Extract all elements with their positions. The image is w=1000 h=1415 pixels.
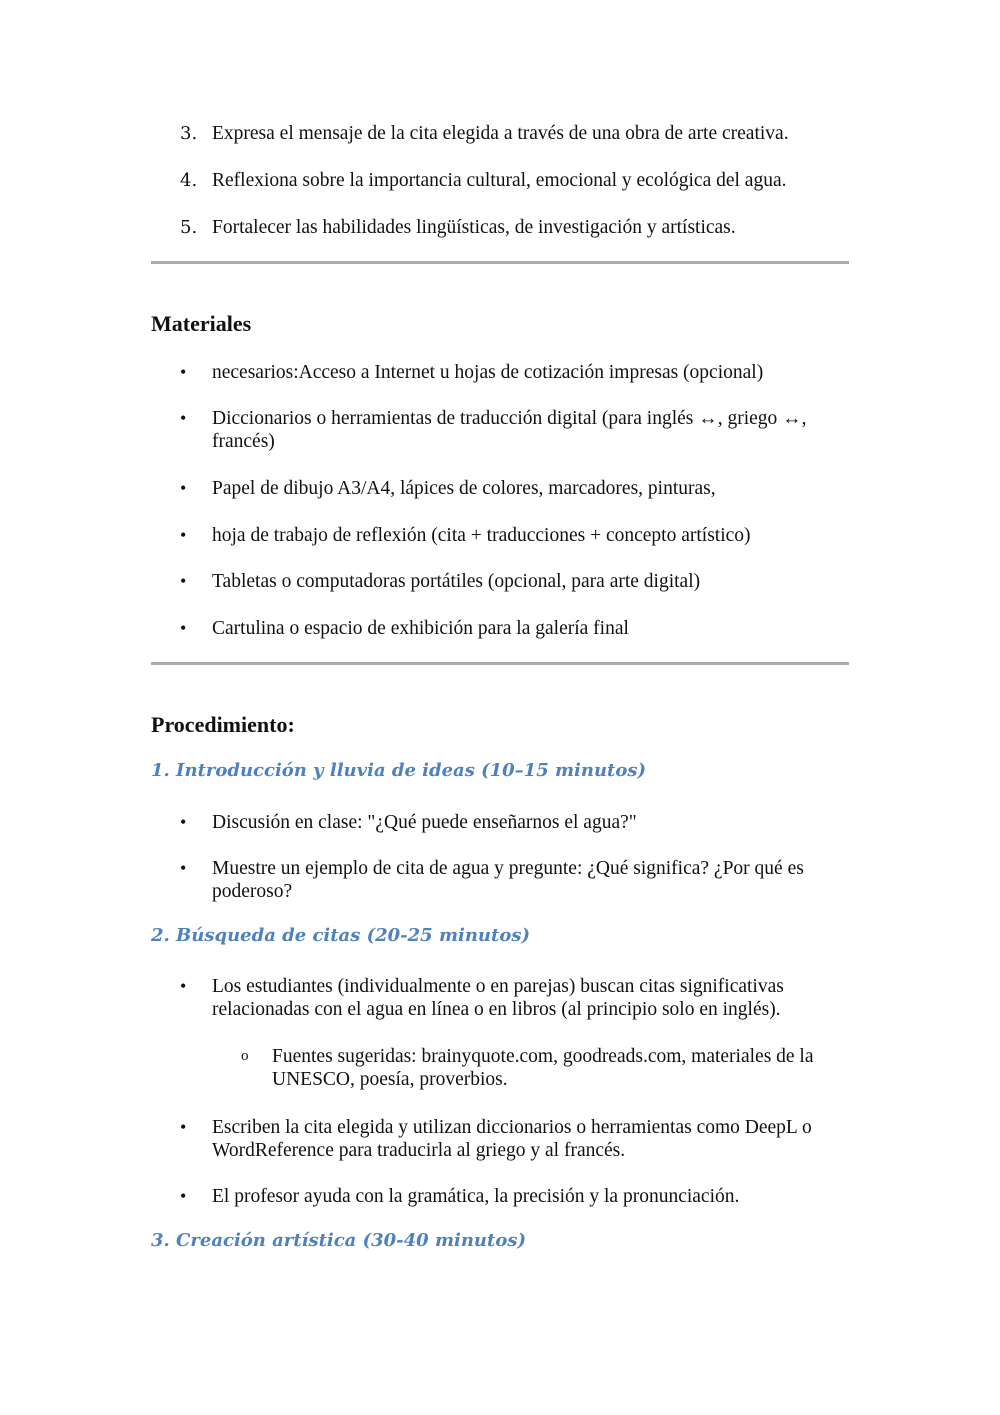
bullet-icon: • (180, 362, 187, 382)
step-heading: 3. Creación artística (30-40 minutos) (151, 1230, 526, 1251)
list-number: 4. (180, 170, 198, 191)
list-text: necesarios:Acceso a Internet u hojas de cotización impresas (opcional) (212, 362, 764, 383)
procedure-heading: Procedimiento: (151, 712, 295, 737)
bullet-icon: • (180, 812, 187, 832)
horizontal-rule (151, 261, 849, 264)
list-text: hoja de trabajo de reflexión (cita + traducciones + concepto artístico) (212, 525, 751, 546)
list-text: Expresa el mensaje de la cita elegida a través de una obra de arte creativa. (212, 123, 789, 144)
step-heading: 1. Introducción y lluvia de ideas (10–15 minutos) (151, 760, 647, 781)
bullet-icon: • (180, 525, 187, 545)
list-text: Discusión en clase: "¿Qué puede enseñarnos el agua?" (212, 812, 637, 833)
bullet-icon: • (180, 858, 187, 878)
list-text: El profesor ayuda con la gramática, la precisión y la pronunciación. (212, 1186, 740, 1207)
list-text: Reflexiona sobre la importancia cultural, emocional y ecológica del agua. (212, 170, 787, 191)
list-text: Escriben la cita elegida y utilizan diccionarios o herramientas como DeepL o WordReference para traducirla al griego y al francés. (212, 1117, 812, 1161)
list-text: Los estudiantes (individualmente o en parejas) buscan citas significativas relacionadas con el agua en línea o en libros (al principio solo en inglés). (212, 976, 784, 1020)
bullet-icon: • (180, 618, 187, 638)
list-text: Muestre un ejemplo de cita de agua y pregunte: ¿Qué significa? ¿Por qué es poderoso? (212, 858, 804, 902)
list-text: Papel de dibujo A3/A4, lápices de colores, marcadores, pinturas, (212, 478, 716, 499)
list-text: Tabletas o computadoras portátiles (opcional, para arte digital) (212, 571, 701, 592)
list-text: Diccionarios o herramientas de traducción digital (para inglés ↔, griego ↔, francés) (212, 408, 807, 452)
bullet-icon: • (180, 478, 187, 498)
bullet-icon: • (180, 1186, 187, 1206)
bullet-icon: • (180, 1117, 187, 1137)
bullet-icon: • (180, 571, 187, 591)
step-heading: 2. Búsqueda de citas (20-25 minutos) (151, 925, 530, 946)
list-number: 3. (180, 123, 198, 144)
sub-bullet-icon: o (241, 1048, 249, 1064)
list-text: Cartulina o espacio de exhibición para la galería final (212, 618, 629, 639)
materials-heading: Materiales (151, 311, 252, 336)
horizontal-rule (151, 662, 849, 665)
bullet-icon: • (180, 976, 187, 996)
list-text: Fuentes sugeridas: brainyquote.com, goodreads.com, materiales de la UNESCO, poesía, proverbios. (272, 1046, 814, 1090)
bullet-icon: • (180, 408, 187, 428)
list-text: Fortalecer las habilidades lingüísticas, de investigación y artísticas. (212, 217, 736, 238)
list-number: 5. (180, 217, 198, 238)
